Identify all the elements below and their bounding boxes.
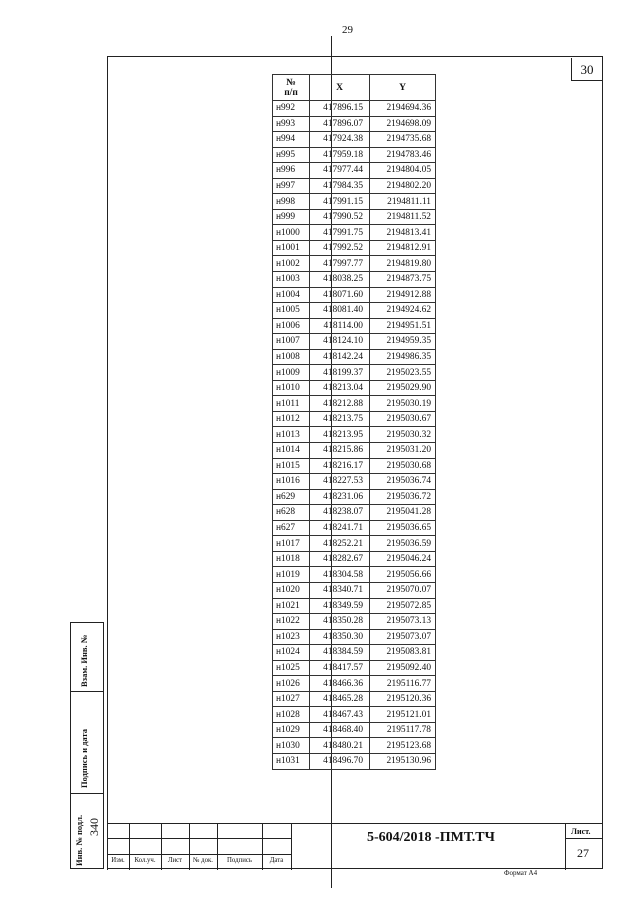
cell-y: 2194811.11 (370, 194, 436, 210)
cell-point-number: н1000 (273, 225, 310, 241)
cell-point-number: н1009 (273, 365, 310, 381)
table-row (273, 691, 436, 707)
cell-y: 2194819.80 (370, 256, 436, 272)
cell-point-number: н628 (273, 505, 310, 521)
cell-x: 417896.07 (310, 116, 370, 132)
table-row (273, 365, 436, 381)
table-row (273, 380, 436, 396)
table-row (273, 411, 436, 427)
cell-y: 2194986.35 (370, 349, 436, 365)
cell-point-number: н1019 (273, 567, 310, 583)
cell-point-number: н1026 (273, 676, 310, 692)
table-row (273, 474, 436, 490)
cell-point-number: н1018 (273, 551, 310, 567)
table-row (273, 132, 436, 148)
cell-y: 2195031.20 (370, 443, 436, 459)
cell-point-number: н629 (273, 489, 310, 505)
cell-y: 2195030.32 (370, 427, 436, 443)
sheet-number: 27 (577, 846, 589, 860)
table-row (273, 443, 436, 459)
cell-point-number: н1030 (273, 738, 310, 754)
cell-y: 2194802.20 (370, 178, 436, 194)
side-cell-original-inv (71, 793, 103, 870)
side-label-replaced-inv: Взам. Инв. № (79, 634, 89, 687)
cell-x: 418466.36 (310, 676, 370, 692)
side-label-signature-date: Подпись и дата (79, 729, 89, 788)
table-row (273, 645, 436, 661)
cell-x: 418213.04 (310, 380, 370, 396)
cell-point-number: н1017 (273, 536, 310, 552)
table-row (273, 287, 436, 303)
table-row (273, 458, 436, 474)
cell-y: 2194698.09 (370, 116, 436, 132)
cell-y: 2195073.07 (370, 629, 436, 645)
cell-y: 2195023.55 (370, 365, 436, 381)
top-page-number: 29 (342, 24, 353, 36)
cell-y: 2195070.07 (370, 582, 436, 598)
header-point-number: № п/п (273, 75, 310, 101)
corner-page-number: 30 (571, 58, 602, 81)
table-row (273, 116, 436, 132)
cell-x: 417991.75 (310, 225, 370, 241)
stamp-col-count: Кол.уч. (134, 857, 156, 864)
table-row (273, 707, 436, 723)
side-cell-replaced-inv (71, 623, 103, 691)
cell-y: 2194924.62 (370, 303, 436, 319)
table-row (273, 256, 436, 272)
table-row (273, 614, 436, 630)
cell-y: 2195083.81 (370, 645, 436, 661)
cell-y: 2195036.72 (370, 489, 436, 505)
cell-point-number: н1021 (273, 598, 310, 614)
cell-point-number: н1031 (273, 753, 310, 769)
cell-y: 2195046.24 (370, 551, 436, 567)
cell-x: 418350.30 (310, 629, 370, 645)
cell-y: 2195120.36 (370, 691, 436, 707)
cell-point-number: н1020 (273, 582, 310, 598)
cell-y: 2195121.01 (370, 707, 436, 723)
cell-y: 2194813.41 (370, 225, 436, 241)
cell-x: 418349.59 (310, 598, 370, 614)
cell-x: 417990.52 (310, 209, 370, 225)
table-row (273, 349, 436, 365)
cell-y: 2195117.78 (370, 722, 436, 738)
cell-x: 418227.53 (310, 474, 370, 490)
cell-point-number: н1012 (273, 411, 310, 427)
cell-point-number: н998 (273, 194, 310, 210)
header-y: Y (370, 75, 436, 101)
cell-y: 2195030.67 (370, 411, 436, 427)
cell-x: 417896.15 (310, 101, 370, 117)
cell-point-number: н1003 (273, 272, 310, 288)
cell-point-number: н1024 (273, 645, 310, 661)
cell-x: 418480.21 (310, 738, 370, 754)
cell-y: 2195029.90 (370, 380, 436, 396)
cell-y: 2195030.68 (370, 458, 436, 474)
cell-x: 417992.52 (310, 240, 370, 256)
table-row (273, 520, 436, 536)
cell-point-number: н995 (273, 147, 310, 163)
cell-x: 417959.18 (310, 147, 370, 163)
cell-x: 417984.35 (310, 178, 370, 194)
cell-x: 418340.71 (310, 582, 370, 598)
table-row (273, 178, 436, 194)
table-row (273, 334, 436, 350)
cell-x: 418081.40 (310, 303, 370, 319)
table-row (273, 396, 436, 412)
table-row (273, 194, 436, 210)
table-row (273, 722, 436, 738)
cell-y: 2194811.52 (370, 209, 436, 225)
stamp-col-signature: Подпись (227, 857, 252, 864)
cell-point-number: н1006 (273, 318, 310, 334)
table-row (273, 225, 436, 241)
stamp-col-sheet: Лист (167, 857, 183, 864)
cell-point-number: н1002 (273, 256, 310, 272)
cell-x: 417991.15 (310, 194, 370, 210)
stamp-col-change: Изм. (111, 857, 125, 864)
cell-y: 2194873.75 (370, 272, 436, 288)
cell-y: 2194804.05 (370, 163, 436, 179)
table-row (273, 676, 436, 692)
cell-y: 2194912.88 (370, 287, 436, 303)
cell-y: 2194951.51 (370, 318, 436, 334)
cell-y: 2195073.13 (370, 614, 436, 630)
cell-x: 418231.06 (310, 489, 370, 505)
table-row (273, 582, 436, 598)
cell-y: 2195130.96 (370, 753, 436, 769)
cell-x: 418142.24 (310, 349, 370, 365)
cell-x: 418071.60 (310, 287, 370, 303)
cell-y: 2194735.68 (370, 132, 436, 148)
cell-point-number: н1008 (273, 349, 310, 365)
table-row (273, 660, 436, 676)
cell-point-number: н997 (273, 178, 310, 194)
cell-x: 418252.21 (310, 536, 370, 552)
cell-point-number: н1001 (273, 240, 310, 256)
stamp-col-doc: № док. (192, 857, 214, 864)
cell-point-number: н1025 (273, 660, 310, 676)
cell-x: 418467.43 (310, 707, 370, 723)
table-row (273, 629, 436, 645)
cell-y: 2195036.74 (370, 474, 436, 490)
cell-x: 417997.77 (310, 256, 370, 272)
side-inv-number: 340 (87, 818, 101, 836)
cell-x: 418124.10 (310, 334, 370, 350)
cell-x: 418199.37 (310, 365, 370, 381)
cell-y: 2194783.46 (370, 147, 436, 163)
cell-x: 418213.75 (310, 411, 370, 427)
table-row (273, 738, 436, 754)
table-row (273, 598, 436, 614)
cell-y: 2195116.77 (370, 676, 436, 692)
document-code: 5-604/2018 -ПМТ.ТЧ (367, 830, 495, 845)
side-cell-signature-date (71, 691, 103, 793)
cell-y: 2195036.59 (370, 536, 436, 552)
cell-x: 418417.57 (310, 660, 370, 676)
cell-y: 2195123.68 (370, 738, 436, 754)
cell-x: 418114.00 (310, 318, 370, 334)
coordinates-table (272, 74, 436, 770)
cell-point-number: н1029 (273, 722, 310, 738)
table-row (273, 318, 436, 334)
cell-x: 418282.67 (310, 551, 370, 567)
cell-y: 2195041.28 (370, 505, 436, 521)
cell-point-number: н1023 (273, 629, 310, 645)
cell-point-number: н1013 (273, 427, 310, 443)
cell-x: 418496.70 (310, 753, 370, 769)
table-row (273, 536, 436, 552)
cell-x: 418038.25 (310, 272, 370, 288)
header-x: X (310, 75, 370, 101)
table-row (273, 567, 436, 583)
cell-point-number: н993 (273, 116, 310, 132)
table-row (273, 101, 436, 117)
cell-x: 418465.28 (310, 691, 370, 707)
stamp-col-date: Дата (269, 857, 284, 864)
cell-x: 418350.28 (310, 614, 370, 630)
cell-point-number: н1015 (273, 458, 310, 474)
cell-point-number: н1028 (273, 707, 310, 723)
cell-x: 417924.38 (310, 132, 370, 148)
cell-point-number: н1005 (273, 303, 310, 319)
cell-point-number: н1014 (273, 443, 310, 459)
cell-point-number: н1027 (273, 691, 310, 707)
cell-x: 418384.59 (310, 645, 370, 661)
side-stamp-block (70, 622, 104, 869)
cell-y: 2194694.36 (370, 101, 436, 117)
cell-point-number: н1022 (273, 614, 310, 630)
table-row (273, 427, 436, 443)
table-row (273, 240, 436, 256)
cell-point-number: н1011 (273, 396, 310, 412)
cell-point-number: н1004 (273, 287, 310, 303)
table-row (273, 753, 436, 769)
cell-point-number: н627 (273, 520, 310, 536)
cell-y: 2195072.85 (370, 598, 436, 614)
cell-y: 2194959.35 (370, 334, 436, 350)
cell-point-number: н1016 (273, 474, 310, 490)
cell-y: 2194812.91 (370, 240, 436, 256)
cell-point-number: н1010 (273, 380, 310, 396)
cell-x: 418468.40 (310, 722, 370, 738)
cell-x: 418238.07 (310, 505, 370, 521)
cell-point-number: н994 (273, 132, 310, 148)
table-row (273, 505, 436, 521)
cell-y: 2195056.66 (370, 567, 436, 583)
cell-x: 417977.44 (310, 163, 370, 179)
format-label: Формат А4 (504, 869, 538, 877)
cell-point-number: н996 (273, 163, 310, 179)
table-row (273, 551, 436, 567)
side-label-original-inv: Инв. № подл. (74, 814, 84, 866)
cell-point-number: н1007 (273, 334, 310, 350)
cell-x: 418212.88 (310, 396, 370, 412)
cell-x: 418241.71 (310, 520, 370, 536)
table-header-row (273, 75, 436, 101)
table-row (273, 489, 436, 505)
cell-x: 418216.17 (310, 458, 370, 474)
cell-y: 2195030.19 (370, 396, 436, 412)
cell-x: 418215.86 (310, 443, 370, 459)
cell-y: 2195036.65 (370, 520, 436, 536)
sheet-label: Лист. (571, 827, 591, 836)
title-stamp (107, 823, 603, 869)
cell-y: 2195092.40 (370, 660, 436, 676)
table-row (273, 303, 436, 319)
table-row (273, 163, 436, 179)
cell-x: 418304.58 (310, 567, 370, 583)
cell-point-number: н992 (273, 101, 310, 117)
cell-point-number: н999 (273, 209, 310, 225)
table-row (273, 209, 436, 225)
cell-x: 418213.95 (310, 427, 370, 443)
table-row (273, 272, 436, 288)
table-row (273, 147, 436, 163)
